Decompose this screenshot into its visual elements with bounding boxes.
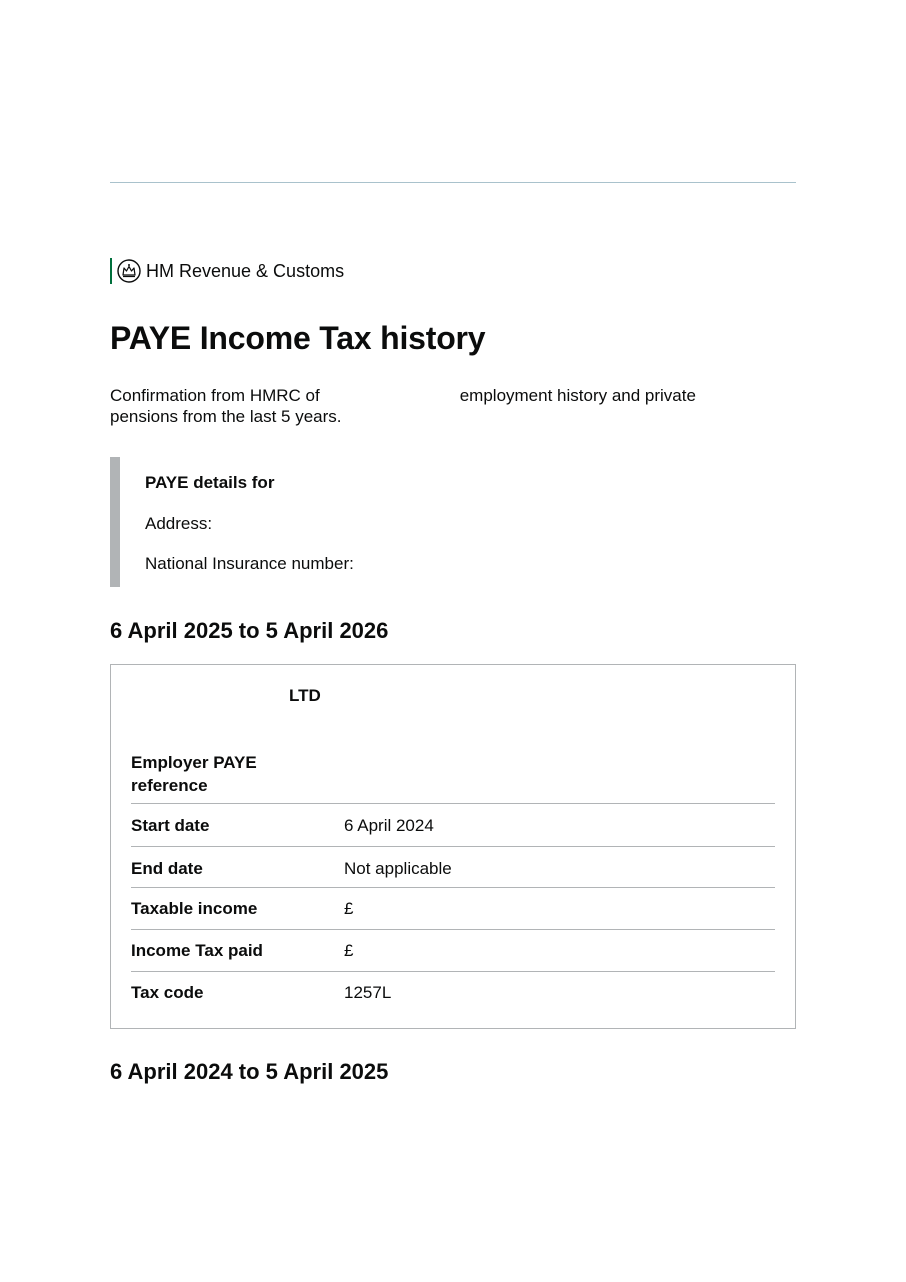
row-divider [131, 846, 775, 847]
start-date-label: Start date [131, 816, 210, 835]
row-divider [131, 929, 775, 930]
tax-code-label: Tax code [131, 983, 204, 1002]
end-date-label: End date [131, 859, 203, 878]
paye-details-inset [110, 457, 796, 587]
taxable-income-value: £ [344, 899, 354, 918]
row-divider [131, 887, 775, 888]
intro-part-2: employment history and private pensions from the last 5 years. [110, 386, 696, 426]
address-label: Address: [145, 514, 213, 533]
employer-name: LTD [289, 686, 321, 705]
paye-details-heading: PAYE details for [145, 473, 275, 492]
nino-label: National Insurance number: [145, 554, 354, 573]
row-divider [131, 803, 775, 804]
department-name: HM Revenue & Customs [146, 261, 345, 281]
intro-text [110, 385, 750, 427]
tax-code-value: 1257L [344, 983, 392, 1002]
taxable-income-label: Taxable income [131, 899, 258, 918]
crown-crest-icon [117, 259, 141, 283]
period-heading-2025-26: 6 April 2025 to 5 April 2026 [110, 618, 389, 643]
header-divider [110, 182, 796, 183]
income-tax-paid-value: £ [344, 941, 354, 960]
period-heading-2024-25: 6 April 2024 to 5 April 2025 [110, 1059, 389, 1084]
employer-ref-label: Employer PAYE reference [131, 753, 257, 795]
row-divider [131, 971, 775, 972]
start-date-value: 6 April 2024 [344, 816, 434, 835]
page-title: PAYE Income Tax history [110, 320, 486, 356]
intro-part-1: Confirmation from HMRC of [110, 386, 320, 405]
income-tax-paid-label: Income Tax paid [131, 941, 263, 960]
end-date-value: Not applicable [344, 859, 452, 878]
employment-card [110, 664, 796, 1029]
hmrc-brand [110, 258, 344, 284]
